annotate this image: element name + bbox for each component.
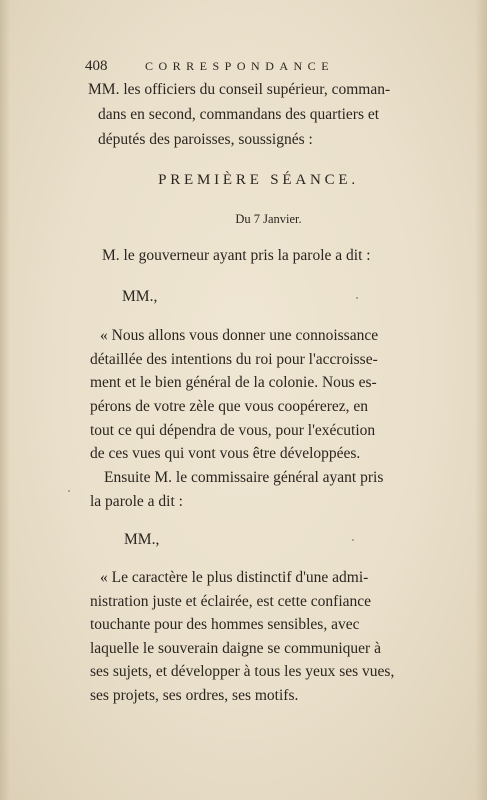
body-line: laquelle le souverain daigne se communiquer à: [90, 640, 381, 657]
body-line: « Nous allons vous donner une connoissance: [100, 327, 379, 344]
paper-speck: [352, 539, 354, 541]
body-line: détaillée des intentions du roi pour l'accroisse-: [90, 351, 378, 368]
intro-line: MM. les officiers du conseil supérieur, comman-: [88, 81, 391, 98]
body-line: « Le caractère le plus distinctif d'une admi-: [100, 569, 369, 586]
body-line: M. le gouverneur ayant pris la parole a dit :: [102, 247, 371, 264]
body-line: Ensuite M. le commissaire général ayant pris: [104, 469, 384, 486]
page-edge-shadow-left: [0, 0, 10, 800]
body-line: nistration juste et éclairée, est cette confiance: [90, 593, 372, 610]
body-line: touchante pour des hommes sensibles, avec: [90, 616, 360, 633]
paper-speck: [356, 297, 358, 299]
body-line: pérons de votre zèle que vous coopérerez, en: [90, 398, 369, 415]
running-head: CORRESPONDANCE: [145, 59, 335, 73]
intro-line: dans en second, commandans des quartiers et: [98, 106, 380, 123]
body-line: MM.,: [122, 288, 158, 305]
section-title: PREMIÈRE SÉANCE.: [158, 172, 359, 188]
body-line: ses projets, ses ordres, ses motifs.: [90, 687, 299, 704]
body-line: ses sujets, et développer à tous les yeux ses vues,: [90, 663, 395, 680]
body-line: la parole a dit :: [90, 493, 183, 510]
intro-line: députés des paroisses, soussignés :: [98, 131, 313, 148]
section-date: Du 7 Janvier.: [235, 212, 302, 226]
paper-speck: [68, 490, 70, 492]
page-edge-shadow-right: [475, 0, 487, 800]
body-line: de ces vues qui vont vous être développées.: [90, 445, 361, 462]
body-line: MM.,: [124, 531, 160, 548]
body-line: tout ce qui dépendra de vous, pour l'exécution: [90, 422, 376, 439]
body-line: ment et le bien général de la colonie. Nous es-: [90, 374, 377, 391]
page-number: 408: [85, 58, 108, 74]
